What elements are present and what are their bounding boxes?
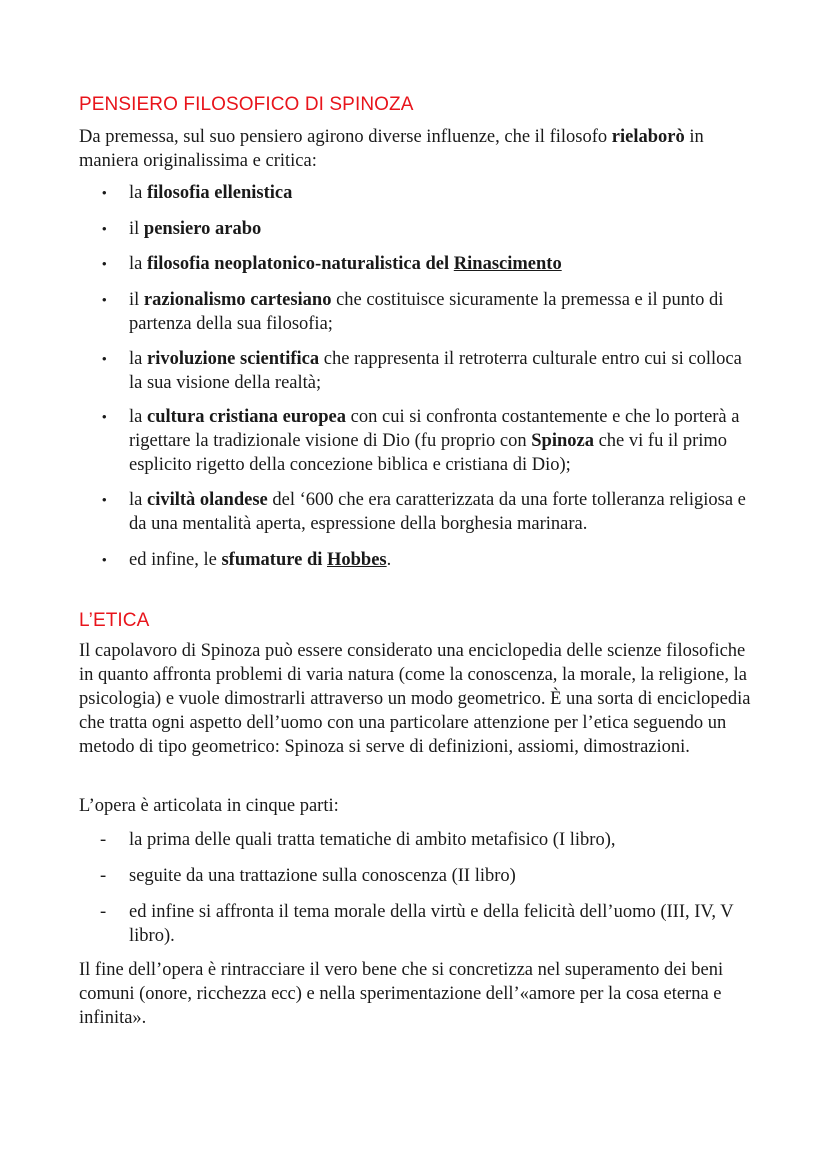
item-text-end: . [386, 550, 392, 570]
bullet-icon: • [102, 351, 107, 366]
list-item [129, 347, 759, 395]
item-text-end: che rappresenta il retroterra culturale entro cui si colloca la sua visione della realtà; [129, 349, 742, 393]
dash-icon: - [100, 866, 107, 886]
item-text: la [129, 183, 147, 203]
item-underlined: Rinascimento [453, 254, 562, 274]
list-item [129, 252, 759, 276]
intro-bold: rielaborò [611, 127, 685, 147]
item-bold: razionalismo cartesiano [143, 290, 332, 310]
item-text: il [129, 290, 144, 310]
item-text-end: del ‘600 che era caratterizzata da una forte tolleranza religiosa e da una mentalità aperta, espressione della borghesia marinara. [129, 490, 746, 534]
bullet-icon: • [102, 492, 107, 507]
bullet-icon: • [102, 409, 107, 424]
item-bold-spinoza: Spinoza [531, 431, 594, 451]
dash-item: seguite da una trattazione sulla conoscenza (II libro) [129, 866, 516, 886]
item-bold: pensiero arabo [143, 219, 262, 239]
bullet-icon: • [102, 292, 107, 307]
item-text: ed infine, le [129, 550, 222, 570]
item-text-end: che costituisce sicuramente la premessa e il punto di partenza della sua filosofia; [129, 290, 724, 334]
dash-icon: - [100, 830, 107, 850]
dash-item: la prima delle quali tratta tematiche di ambito metafisico (I libro), [129, 830, 616, 850]
item-bold: cultura cristiana europea [146, 407, 347, 427]
item-bold: civiltà olandese [146, 490, 268, 510]
item-bold: rivoluzione scientifica [146, 349, 320, 369]
bullet-icon: • [102, 552, 107, 567]
item-bold: filosofia ellenistica [146, 183, 293, 203]
item-text: la [129, 490, 147, 510]
list-item [129, 405, 759, 477]
intro-text-end: in maniera originalissima e critica: [79, 127, 704, 171]
etica-paragraph-2: L’opera è articolata in cinque parti: [79, 796, 339, 816]
item-text-mid: con cui si confronta costantemente e che lo porterà a rigettare la tradizionale visione di Dio (fu proprio con [129, 407, 740, 451]
etica-paragraph-1: Il capolavoro di Spinoza può essere considerato una enciclopedia delle scienze filosofiche in quanto affronta problemi di varia natura (come la conoscenza, la morale, la religione, la psicologia) e vuole dimostrarli attraverso un modo geometrico. È una sorta di enciclopedia che tratta ogni aspetto dell’uomo con una particolare attenzione per l’etica seguendo un metodo di tipo geometrico: Spinoza si serve di definizioni, assiomi, dimostrazioni. [79, 641, 751, 757]
list-item [129, 548, 759, 572]
item-text-end: che vi fu il primo esplicito rigetto della concezione biblica e cristiana di Dio); [129, 431, 728, 475]
bullet-icon: • [102, 185, 107, 200]
list-item [129, 181, 759, 205]
intro-paragraph [79, 125, 759, 173]
bullet-icon: • [102, 221, 107, 236]
item-text: la [129, 254, 147, 274]
intro-text: Da premessa, sul suo pensiero agirono diverse influenze, che il filosofo [79, 127, 612, 147]
item-bold: filosofia neoplatonico-naturalistica del [146, 254, 454, 274]
item-text: la [129, 349, 147, 369]
list-item [129, 488, 759, 536]
item-text: la [129, 407, 147, 427]
item-underlined: Hobbes [327, 550, 387, 570]
list-item [129, 288, 759, 336]
item-bold: sfumature di [221, 550, 327, 570]
bullet-icon: • [102, 256, 107, 271]
section-heading-pensiero: PENSIERO FILOSOFICO DI SPINOZA [79, 94, 414, 115]
dash-icon: - [100, 902, 107, 922]
list-item [129, 217, 759, 241]
item-text: il [129, 219, 144, 239]
section-heading-etica: L’ETICA [79, 610, 150, 631]
etica-paragraph-3: Il fine dell’opera è rintracciare il vero bene che si concretizza nel superamento dei beni comuni (onore, ricchezza ecc) e nella sperimentazione dell’«amore per la cosa eterna e infinita». [79, 960, 724, 1028]
dash-item: ed infine si affronta il tema morale della virtù e della felicità dell’uomo (III, IV, V libro). [129, 902, 734, 946]
